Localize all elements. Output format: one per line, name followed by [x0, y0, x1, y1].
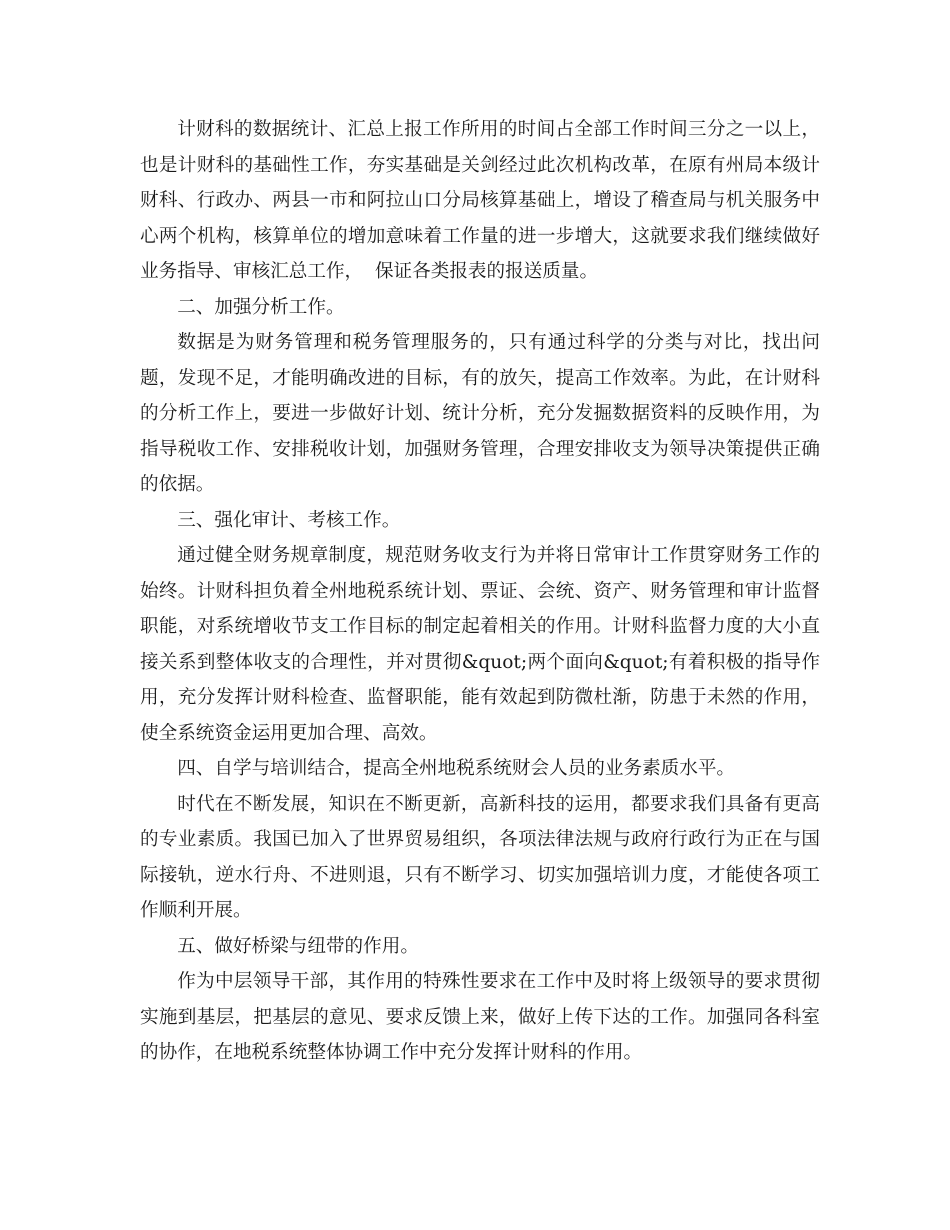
paragraph-bridge: 作为中层领导干部，其作用的特殊性要求在工作中及时将上级领导的要求贯彻实施到基层，把基层的意见、要求反馈上来，做好上传下达的工作。加强同各科室的协作，在地税系统整体协调工作中充分发挥计财科的作用。	[140, 971, 820, 1063]
paragraph-statistics-reporting: 计财科的数据统计、汇总上报工作所用的时间占全部工作时间三分之一以上，也是计财科的基础性工作，夯实基础是关剑经过此次机构改革，在原有州局本级计财科、行政办、两县一市和阿拉山口分局核算基础上，增设了稽查局与机关服务中心两个机构，核算单位的增加意味着工作量的进一步增大，这就要求我们继续做好业务指导、审核汇总工作， 保证各类报表的报送质量。	[140, 119, 820, 282]
paragraph-audit: 通过健全财务规章制度，规范财务收支行为并将日常审计工作贯穿财务工作的始终。计财科担负着全州地税系统计划、票证、会统、资产、财务管理和审计监督职能，对系统增收节支工作目标的制定起着相关的作用。计财科监督力度的大小直接关系到整体收支的合理性，并对贯彻&quot;两个面向&quot;有着积极的指导作用，充分发挥计财科检查、监督职能，能有效起到防微杜渐，防患于未然的作用，使全系统资金运用更加合理、高效。	[140, 545, 820, 744]
heading-self-study-training: 四、自学与培训结合，提高全州地税系统财会人员的业务素质水平。	[177, 758, 736, 779]
heading-bridge-role: 五、做好桥梁与纽带的作用。	[177, 935, 419, 957]
paragraph-training: 时代在不断发展，知识在不断更新，高新科技的运用，都要求我们具备有更高的专业素质。我国已加入了世界贸易组织，各项法律法规与政府行政行为正在与国际接轨，逆水行舟、不进则退，只有不断学习、切实加强培训力度，才能使各项工作顺利开展。	[140, 793, 820, 921]
heading-audit-assessment: 三、强化审计、考核工作。	[177, 509, 401, 531]
paragraph-analysis: 数据是为财务管理和税务管理服务的，只有通过科学的分类与对比，找出问题，发现不足，才能明确改进的目标，有的放矢，提高工作效率。为此，在计财科的分析工作上，要进一步做好计划、统计分析，充分发掘数据资料的反映作用，为指导税收工作、安排税收计划，加强财务管理，合理安排收支为领导决策提供正确的依据。	[140, 332, 820, 495]
heading-strengthen-analysis: 二、加强分析工作。	[177, 296, 345, 318]
document-body	[140, 112, 820, 1071]
